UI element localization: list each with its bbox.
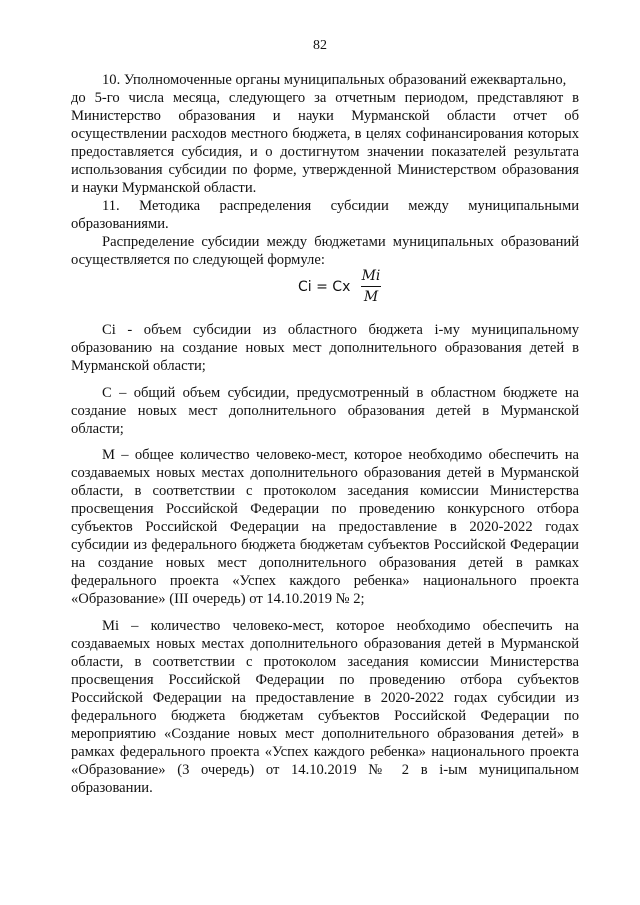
mi-definition-line-7: мероприятию «Создание новых мест дополнительного образования детей» в	[71, 726, 579, 742]
mi-definition-line-3: области, в соответствии с протоколом заседания комиссии Министерства	[71, 654, 579, 670]
m-definition-line-9: «Образование» (III очередь) от 14.10.2019 № 2;	[71, 591, 365, 607]
formula-denominator: M	[363, 289, 379, 305]
formula-lhs: Ci = Cx	[298, 279, 351, 295]
c-definition-line-2: создание новых мест дополнительного образования детей в Мурманской	[71, 403, 579, 419]
paragraph-10-line-6: использования субсидии по форме, утвержденной Министерством образования	[71, 162, 579, 178]
paragraph-11-line-1: 11. Методика распределения субсидии между муниципальными	[102, 198, 579, 214]
m-definition-line-1: М – общее количество человеко-мест, которое необходимо обеспечить на	[102, 447, 579, 463]
mi-definition-line-4: просвещения Российской Федерации по проведению отбора субъектов	[71, 672, 579, 688]
mi-definition-line-1: Mi – количество человеко-мест, которое необходимо обеспечить на	[102, 618, 579, 634]
m-definition-line-2: создаваемых новых местах дополнительного образования детей в Мурманской	[71, 465, 579, 481]
formula-fraction	[361, 268, 381, 305]
m-definition-line-7: на создание новых мест дополнительного образования детей в рамках	[71, 555, 579, 571]
ci-definition-line-1: Ci - объем субсидии из областного бюджета i-му муниципальному	[102, 322, 579, 338]
mi-definition-line-9: «Образование» (3 очередь) от 14.10.2019 № 2 в i-ым муниципальном	[71, 762, 579, 778]
mi-definition-line-8: рамках федерального проекта «Успех каждого ребенка» национального проекта	[71, 744, 579, 760]
paragraph-10-line-2: до 5-го числа месяца, следующего за отчетным периодом, представляют в	[71, 90, 579, 106]
paragraph-10-line-5: предоставляется субсидия, и о достигнутом значении показателей результата	[71, 144, 579, 160]
ci-definition-line-3: Мурманской области;	[71, 358, 206, 374]
c-definition-line-3: области;	[71, 421, 124, 437]
mi-definition-line-5: Российской Федерации на предоставление в 2020-2022 годах субсидии из	[71, 690, 579, 706]
mi-definition-line-10: образовании.	[71, 780, 153, 796]
paragraph-10-line-7: и науки Мурманской области.	[71, 180, 257, 196]
m-definition-line-6: субсидии из федерального бюджета бюджетам субъектов Российской Федерации	[71, 537, 579, 553]
paragraph-11-line-2: образованиями.	[71, 216, 169, 232]
mi-definition-line-2: создаваемых новых местах дополнительного образования детей в Мурманской	[71, 636, 579, 652]
m-definition-line-5: субъектов Российской Федерации на предоставление в 2020-2022 годах	[71, 519, 579, 535]
paragraph-10-line-1: 10. Уполномоченные органы муниципальных образований ежеквартально,	[102, 72, 567, 88]
formula-numerator: Mi	[361, 268, 381, 284]
paragraph-10-line-3: Министерство образования и науки Мурманской области отчет об	[71, 108, 579, 124]
ci-definition-line-2: образованию на создание новых мест дополнительного образования детей в	[71, 340, 579, 356]
distribution-line-1: Распределение субсидии между бюджетами муниципальных образований	[102, 234, 579, 250]
m-definition-line-3: области, в соответствии с протоколом заседания комиссии Министерства	[71, 483, 579, 499]
m-definition-line-8: федерального проекта «Успех каждого ребенка» национального проекта	[71, 573, 579, 589]
distribution-line-2: осуществляется по следующей формуле:	[71, 252, 325, 268]
mi-definition-line-6: федерального бюджета бюджетам субъектов Российской Федерации по	[71, 708, 579, 724]
c-definition-line-1: С – общий объем субсидии, предусмотренный в областном бюджете на	[102, 385, 579, 401]
paragraph-10-line-4: осуществлении расходов местного бюджета, в целях софинансирования которых	[71, 126, 579, 142]
subsidy-formula	[298, 268, 388, 308]
fraction-bar	[361, 286, 381, 287]
page-number: 82	[313, 38, 327, 53]
m-definition-line-4: просвещения Российской Федерации по проведению конкурсного отбора	[71, 501, 579, 517]
